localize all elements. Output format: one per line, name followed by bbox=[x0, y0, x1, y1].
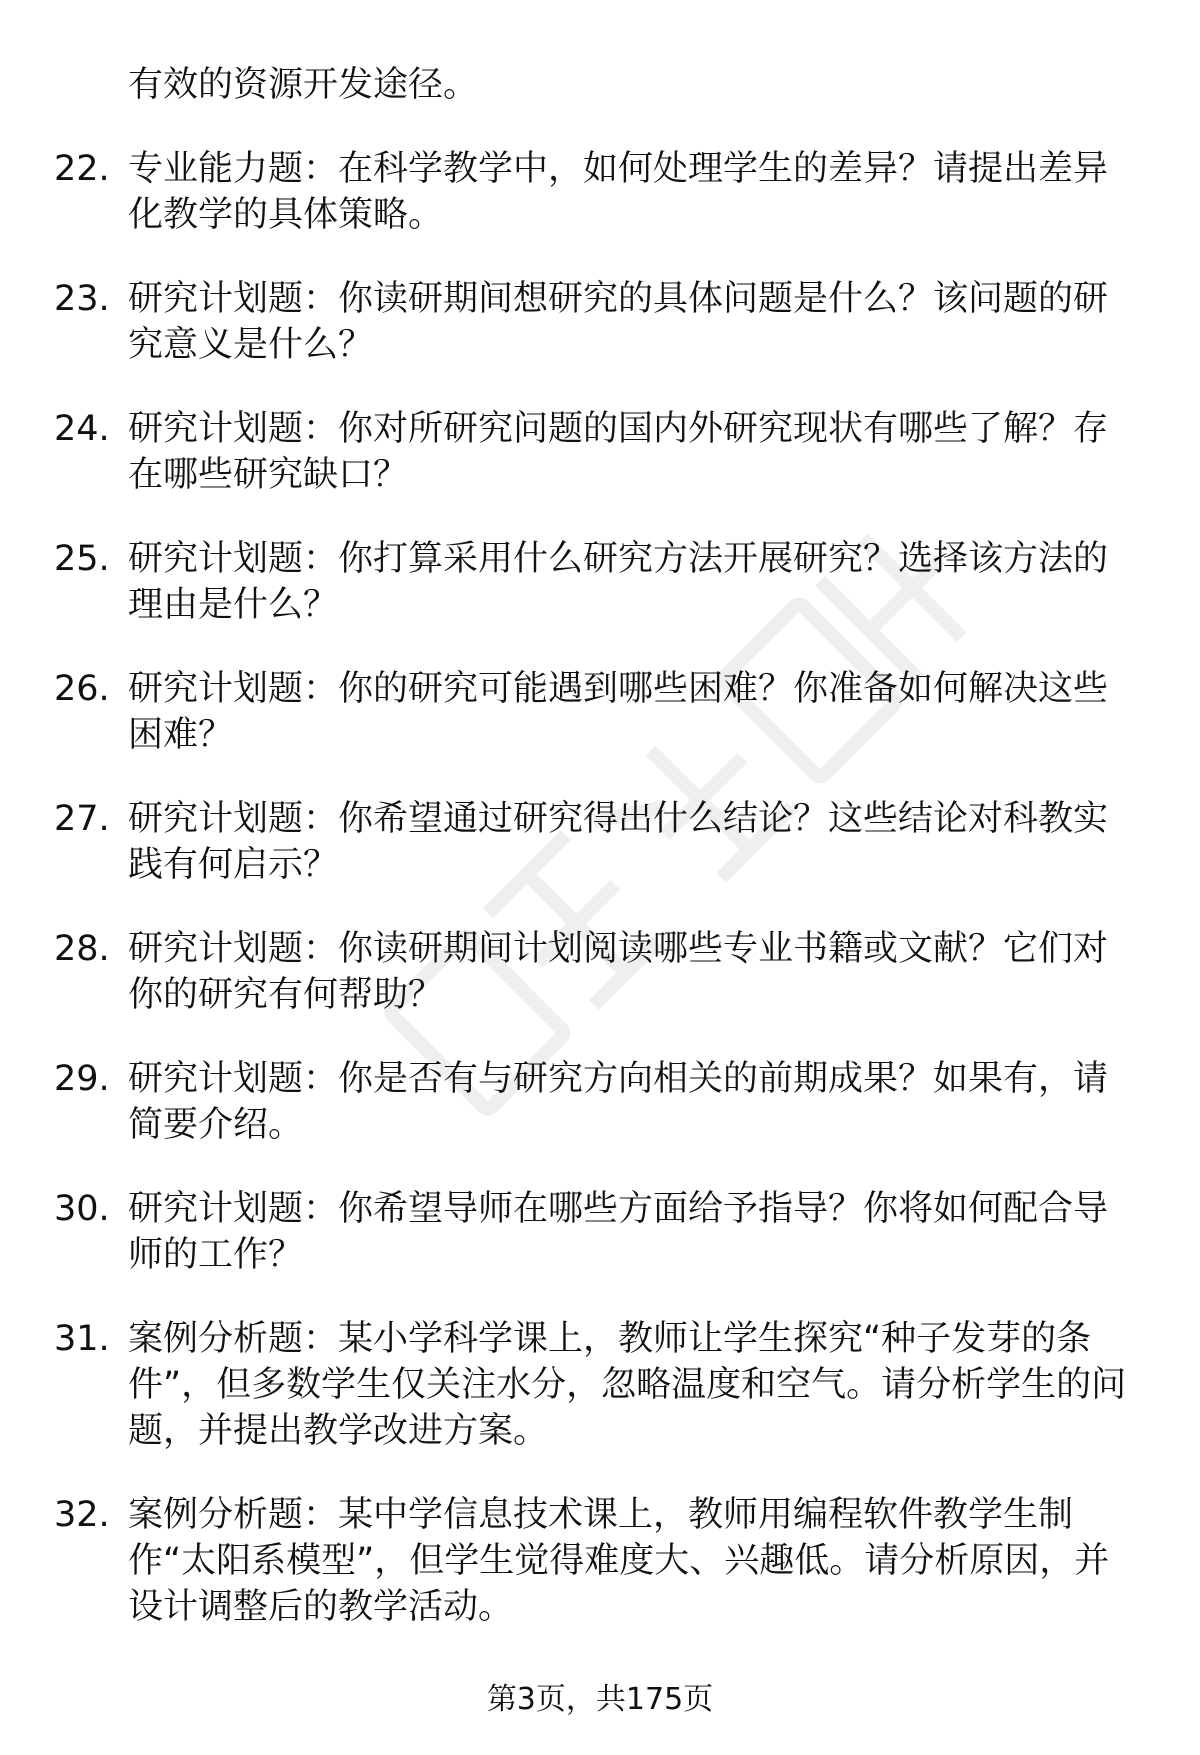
question-text: 研究计划题：你希望通过研究得出什么结论？这些结论对科教实践有何启示？ bbox=[128, 799, 1109, 885]
page-number-footer: 第3页，共175页 bbox=[486, 1682, 714, 1717]
question-text: 研究计划题：你的研究可能遇到哪些困难？你准备如何解决这些困难？ bbox=[128, 669, 1109, 755]
question-text: 研究计划题：你希望导师在哪些方面给予指导？你将如何配合导师的工作？ bbox=[128, 1189, 1109, 1275]
question-number: 23. bbox=[54, 279, 110, 319]
question-list bbox=[0, 146, 1200, 1668]
question-number: 31. bbox=[54, 1319, 110, 1359]
question-text: 研究计划题：你对所研究问题的国内外研究现状有哪些了解？存在哪些研究缺口？ bbox=[128, 409, 1109, 495]
question-number: 25. bbox=[54, 539, 110, 579]
question-number: 27. bbox=[54, 799, 110, 839]
list-item bbox=[0, 1316, 1200, 1492]
list-item bbox=[0, 1492, 1200, 1668]
question-text: 研究计划题：你打算采用什么研究方法开展研究？选择该方法的理由是什么？ bbox=[128, 539, 1109, 625]
list-item bbox=[0, 536, 1200, 666]
continued-text: 有效的资源开发途径。 bbox=[128, 65, 479, 105]
question-text: 案例分析题：某小学科学课上，教师让学生探究“种子发芽的条件”，但多数学生仅关注水分，忽略温度和空气。请分析学生的问题，并提出教学改进方案。 bbox=[128, 1319, 1127, 1451]
question-number: 30. bbox=[54, 1189, 110, 1229]
question-text: 案例分析题：某中学信息技术课上，教师用编程软件教学生制作“太阳系模型”，但学生觉得难度大、兴趣低。请分析原因，并设计调整后的教学活动。 bbox=[128, 1495, 1110, 1627]
question-text: 研究计划题：你读研期间计划阅读哪些专业书籍或文献？它们对你的研究有何帮助？ bbox=[128, 929, 1109, 1015]
question-number: 32. bbox=[54, 1495, 110, 1535]
question-number: 29. bbox=[54, 1059, 110, 1099]
question-text: 专业能力题：在科学教学中，如何处理学生的差异？请提出差异化教学的具体策略。 bbox=[128, 149, 1109, 235]
question-number: 28. bbox=[54, 929, 110, 969]
question-text: 研究计划题：你是否有与研究方向相关的前期成果？如果有，请简要介绍。 bbox=[128, 1059, 1109, 1145]
list-item bbox=[0, 1056, 1200, 1186]
list-item bbox=[0, 146, 1200, 276]
question-number: 26. bbox=[54, 669, 110, 709]
question-number: 24. bbox=[54, 409, 110, 449]
list-item bbox=[0, 926, 1200, 1056]
list-item bbox=[0, 1186, 1200, 1316]
question-text: 研究计划题：你读研期间想研究的具体问题是什么？该问题的研究意义是什么？ bbox=[128, 279, 1109, 365]
list-item bbox=[0, 666, 1200, 796]
question-number: 22. bbox=[54, 149, 110, 189]
list-item bbox=[0, 276, 1200, 406]
list-item bbox=[0, 796, 1200, 926]
list-item bbox=[0, 406, 1200, 536]
